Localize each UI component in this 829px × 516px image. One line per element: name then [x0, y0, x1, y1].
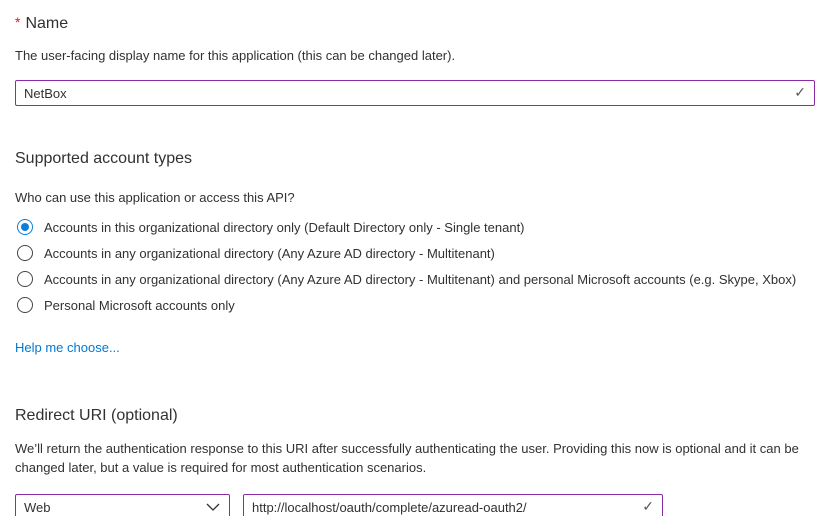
redirect-uri-row [15, 494, 815, 516]
help-me-choose-link[interactable]: Help me choose... [15, 340, 120, 355]
redirect-uri-input[interactable] [243, 494, 663, 516]
chevron-down-icon [206, 503, 220, 511]
name-section-title [15, 12, 815, 34]
account-types-title: Supported account types [15, 150, 193, 167]
check-icon: ✓ [794, 84, 806, 101]
redirect-uri-input-wrap [243, 494, 663, 516]
platform-selected-value: Web [24, 499, 51, 515]
check-icon: ✓ [642, 498, 654, 515]
account-types-radio-group [15, 214, 815, 318]
app-name-input-wrap [15, 80, 815, 106]
app-name-input[interactable] [15, 80, 815, 106]
required-asterisk: * [15, 14, 21, 30]
radio-option-personal-only[interactable] [15, 292, 815, 318]
radio-option-multitenant-personal[interactable] [15, 266, 815, 292]
radio-button-icon[interactable] [17, 271, 33, 287]
redirect-uri-title: Redirect URI (optional) [15, 407, 178, 424]
radio-option-label: Personal Microsoft accounts only [44, 297, 235, 313]
radio-option-multitenant[interactable] [15, 240, 815, 266]
radio-option-label: Accounts in any organizational directory (Any Azure AD directory - Multitenant) [44, 245, 495, 261]
redirect-uri-description: We’ll return the authentication response to this URI after successfully authenticating the user. Providing this now is optional and it can be changed later, but a value is required for most authentication scenarios. [15, 441, 799, 475]
radio-option-label: Accounts in this organizational directory only (Default Directory only - Single tenant) [44, 219, 525, 235]
radio-button-icon[interactable] [17, 245, 33, 261]
name-description: The user-facing display name for this application (this can be changed later). [15, 48, 456, 63]
radio-option-single-tenant[interactable] [15, 214, 815, 240]
platform-select-dropdown[interactable] [15, 494, 230, 516]
radio-button-icon[interactable] [17, 219, 33, 235]
radio-option-label: Accounts in any organizational directory (Any Azure AD directory - Multitenant) and personal Microsoft accounts (e.g. Skype, Xbox) [44, 271, 797, 287]
radio-button-icon[interactable] [17, 297, 33, 313]
account-types-question: Who can use this application or access this API? [15, 190, 295, 205]
name-section-title-text: Name [25, 15, 69, 32]
